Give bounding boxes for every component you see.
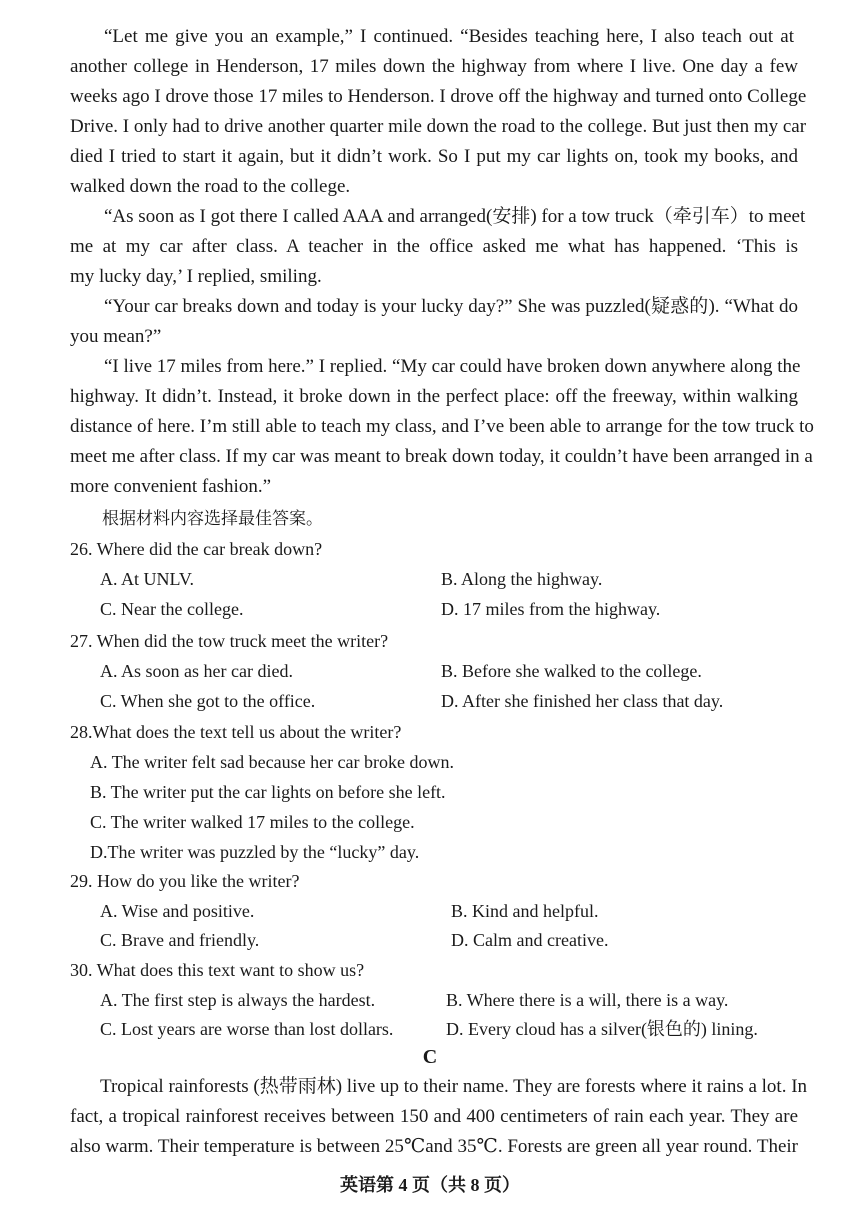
passage-line: distance of here. I’m still able to teach my class, and I’ve been able to arrange for the tow truck to bbox=[70, 416, 814, 437]
question-stem: 28.What does the text tell us about the writer? bbox=[70, 722, 402, 742]
passage-line: my lucky day,’ I replied, smiling. bbox=[70, 266, 322, 287]
passage-c-line: Tropical rainforests (热带雨林) live up to their name. They are forests where it rains a lot. In bbox=[100, 1076, 808, 1097]
page-footer: 英语第 4 页（共 8 页） bbox=[340, 1175, 520, 1195]
option-d[interactable]: D. After she finished her class that day. bbox=[441, 691, 724, 711]
option-a[interactable]: A. As soon as her car died. bbox=[100, 661, 293, 681]
option-b[interactable]: B. Before she walked to the college. bbox=[441, 661, 702, 681]
option-d[interactable]: D. 17 miles from the highway. bbox=[441, 599, 661, 619]
passage-line: “Your car breaks down and today is your lucky day?” She was puzzled(疑惑的). “What do bbox=[104, 296, 798, 317]
option-a[interactable]: A. The writer felt sad because her car broke down. bbox=[90, 752, 455, 772]
passage-line: “I live 17 miles from here.” I replied. “My car could have broken down anywhere along the bbox=[104, 356, 801, 377]
question-stem: 29. How do you like the writer? bbox=[70, 871, 300, 891]
passage-line: weeks ago I drove those 17 miles to Henderson. I drove off the highway and turned onto College bbox=[70, 86, 807, 107]
passage-line: more convenient fashion.” bbox=[70, 476, 272, 497]
passage-c-line: fact, a tropical rainforest receives between 150 and 400 centimeters of rain each year. They are bbox=[70, 1106, 798, 1127]
option-d[interactable]: D. Every cloud has a silver(银色的) lining. bbox=[446, 1019, 758, 1039]
passage-line: “Let me give you an example,” I continued. “Besides teaching here, I also teach out at bbox=[104, 26, 794, 47]
question-stem: 30. What does this text want to show us? bbox=[70, 960, 365, 980]
passage-line: highway. It didn’t. Instead, it broke down in the perfect place: off the freeway, within walking bbox=[70, 386, 798, 407]
option-c[interactable]: C. Brave and friendly. bbox=[100, 930, 260, 950]
question-stem: 26. Where did the car break down? bbox=[70, 539, 323, 559]
option-b[interactable]: B. Along the highway. bbox=[441, 569, 603, 589]
option-c[interactable]: C. Lost years are worse than lost dollars. bbox=[100, 1019, 394, 1039]
option-d[interactable]: D.The writer was puzzled by the “lucky” day. bbox=[90, 842, 420, 862]
passage-c-line: also warm. Their temperature is between 25℃and 35℃. Forests are green all year round. Their bbox=[70, 1136, 798, 1157]
option-b[interactable]: B. Where there is a will, there is a way. bbox=[446, 990, 729, 1010]
passage-line: you mean?” bbox=[70, 326, 162, 347]
section-heading: C bbox=[422, 1046, 438, 1068]
question-stem: 27. When did the tow truck meet the writer? bbox=[70, 631, 389, 651]
option-b[interactable]: B. Kind and helpful. bbox=[451, 901, 599, 921]
passage-line: me at my car after class. A teacher in the office asked me what has happened. ‘This is bbox=[70, 236, 798, 257]
option-b[interactable]: B. The writer put the car lights on before she left. bbox=[90, 782, 446, 802]
option-c[interactable]: C. Near the college. bbox=[100, 599, 244, 619]
passage-line: another college in Henderson, 17 miles down the highway from where I live. One day a few bbox=[70, 56, 798, 77]
option-a[interactable]: A. At UNLV. bbox=[100, 569, 195, 589]
option-c[interactable]: C. The writer walked 17 miles to the college. bbox=[90, 812, 415, 832]
passage-line: Drive. I only had to drive another quarter mile down the road to the college. But just then my car bbox=[70, 116, 807, 137]
passage-line: died I tried to start it again, but it didn’t work. So I put my car lights on, took my books, and bbox=[70, 146, 798, 167]
option-a[interactable]: A. Wise and positive. bbox=[100, 901, 255, 921]
passage-line: walked down the road to the college. bbox=[70, 176, 351, 197]
option-a[interactable]: A. The first step is always the hardest. bbox=[100, 990, 376, 1010]
passage-line: meet me after class. If my car was meant to break down today, it couldn’t have been arranged in a bbox=[70, 446, 813, 467]
passage-line: “As soon as I got there I called AAA and arranged(安排) for a tow truck（牵引车）to meet bbox=[104, 206, 806, 227]
option-d[interactable]: D. Calm and creative. bbox=[451, 930, 609, 950]
option-c[interactable]: C. When she got to the office. bbox=[100, 691, 316, 711]
instruction: 根据材料内容选择最佳答案。 bbox=[102, 509, 323, 529]
